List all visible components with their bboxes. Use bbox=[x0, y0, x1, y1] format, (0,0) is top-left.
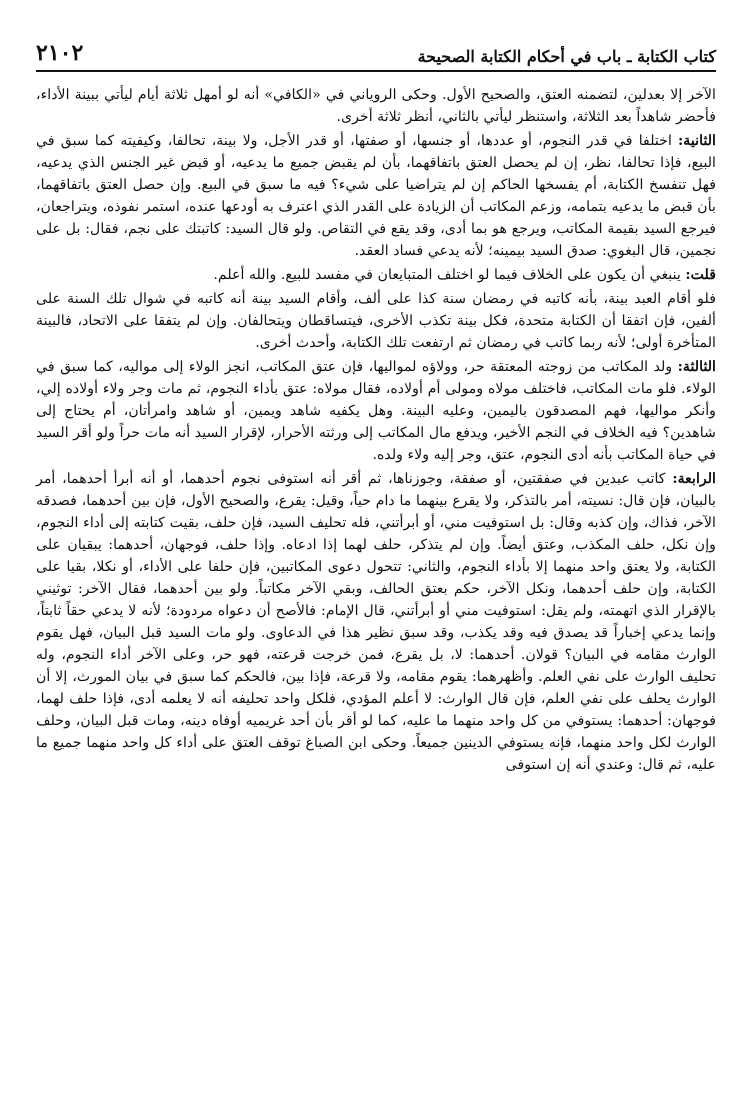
paragraph-text: فلو أقام العبد بينة، بأنه كاتبه في رمضان سنة كذا على ألف، وأقام السيد بينة أنه كاتبه في شوال تلك السنة على ألفين، فإن اتفقا أن الكتابة متحدة، فكل بينة تكذب الأخرى، فيتساقطان ويتحالفان. وإن لم يتفقا على الاتحاد، فالبينة المتأخرة أولى؛ لأنه ربما كاتب في رمضان ثم ارتفعت تلك الكتابة، وأحدث أخرى. bbox=[36, 291, 716, 351]
paragraph-text: اختلفا في قدر النجوم، أو عددها، أو جنسها، أو صفتها، أو قدر الأجل، ولا بينة، تحالفا، وكيفيته كما سبق في البيع، فإذا تحالفا، نظر، إن لم يحصل العتق باتفاقهما، بأن لم يقبض جميع ما يدعيه، أو قبض غير الجنس الذي يدعيه، فهل تنفسخ الكتابة، أم يفسخها الحاكم إن لم يتراضيا على شيء؟ فيه ما سبق في البيع. وإن حصل العتق باتفاقهما، بأن قبض ما يدعيه بتمامه، وزعم المكاتب أن الزيادة على القدر الذي اعترف به أودعها عنده، استمر نفوذه، ويتراجعان، فيرجع السيد بقيمة المكاتب، ويرجع هو بما أدى، وقد يقع في التقاص. ولو قال السيد: كاتبتك على نجم، فقال: بل على نجمين، قال البغوي: صدق السيد بيمينه؛ لأنه يدعي فساد العقد. bbox=[36, 133, 716, 259]
paragraph bbox=[36, 84, 716, 128]
page-body bbox=[36, 84, 716, 776]
paragraph-lead: الرابعة: bbox=[672, 471, 716, 487]
paragraph bbox=[36, 468, 716, 776]
paragraph bbox=[36, 356, 716, 466]
page-number: ٢١٠٢ bbox=[36, 40, 84, 66]
paragraph bbox=[36, 130, 716, 262]
paragraph bbox=[36, 264, 716, 286]
paragraph bbox=[36, 288, 716, 354]
paragraph-lead: الثانية: bbox=[678, 133, 716, 149]
paragraph-text: الآخر إلا بعدلين، لتضمنه العتق، والصحيح الأول. وحكى الروياني في «الكافي» أنه لو أمهل ثلاثة أيام ليأتي ببينة الأداء، فأحضر شاهداً بعد الثلاثة، واستنظر ليأتي بالثاني، أنظر ثلاثة أخرى. bbox=[36, 87, 716, 125]
book-page bbox=[36, 40, 716, 1080]
page-header bbox=[36, 40, 716, 72]
running-title: كتاب الكتابة ـ باب في أحكام الكتابة الصحيحة bbox=[417, 47, 716, 66]
paragraph-text: ولد المكاتب من زوجته المعتقة حر، وولاؤه لمواليها، فإن عتق المكاتب، انجز الولاء إلى مواليه، كما سبق في الولاء. فلو مات المكاتب، فاختلف مولاه ومولى أم أولاده، فقال مولاه: عتق بأداء النجوم، ثم مات وجر ولاء أولاده إلي، وأنكر مواليها، فهم المصدقون باليمين، وعليه البينة. وهل يكفيه شاهد ويمين، أو شاهد وامرأتان، أم يحتاج إلى شاهدين؟ فيه الخلاف في النجم الأخير، ويدفع مال المكاتب إلى ورثته الأحرار، لإقرار السيد أنه مات حراً ولو أقر السيد في حياة المكاتب بأنه أدى النجوم، عتق، وجر إليه ولاء ولده. bbox=[36, 359, 716, 463]
paragraph-text: كاتب عبدين في صفقتين، أو صفقة، وجوزناها، ثم أقر أنه استوفى نجوم أحدهما، أو أنه أبرأ أحدهما، أمر بالبيان، فإن قال: نسيته، أمر بالتذكر، ولا يقرع بينهما ما دام حياً، وقيل: يقرع، والصحيح الأول، فإن بين أحدهما، فصدقه الآخر، فذاك، وإن كذبه وقال: بل استوفيت مني، أو أبرأتني، فله تحليف السيد، فإن حلف، بقيت كتابته إلى أداء النجوم، وإن نكل، حلف المكذب، وعتق أيضاً. وإن لم يتذكر، حلف لهما إذا ادعاه. وإذا حلف، فوجهان، أحدهما: يبقيان على الكتابة، ولا يعتق واحد منهما إلا بأداء النجوم، والثاني: تتحول دعوى المكاتبين، فإن حلفا على الأداء، أو نكلا، بقيا على الكتابة، وإن حلف أحدهما، ونكل الآخر، حكم بعتق الحالف، وبقي الآخر مكاتباً. ولو بين أحدهما، فقال الآخر: توثيني بالإقرار الذي اتهمته، ولم يقل: استوفيت مني أو أبرأتني، قال الإمام: فالأصح أن دعواه مردودة؛ لأنه لا يدعي حقاً ثابتاً، وإنما يدعي إخباراً قد يصدق فيه وقد يكذب، وقد سبق نظير هذا في الدعاوى. ولو مات السيد قبل البيان، فهل يقوم الوارث مقامه في البيان؟ قولان. أحدهما: لا، بل يقرع، فمن خرجت قرعته، فهو حر، وعلى الآخر أداء النجوم، وله تحليف الوارث على نفي العلم. وأظهرهما: يقوم مقامه، ولا قرعة، فإذا بين، فالحكم كما سبق في بيان المورث، إلا أن الوارث يحلف على نفي العلم، فإن قال الوارث: لا أعلم المؤدي، فلكل واحد تحليفه أنه لا يعلمه أدى، فإذا حلف لهما، فوجهان: أحدهما: يستوفي من كل واحد منهما ما عليه، كما لو أقر بأن أحد غريميه أوفاه دينه، ومات قبل البيان، وحلف الوارث لكل واحد منهما، فإنه يستوفي الدينين جميعاً. وحكى ابن الصباغ توقف العتق على أداء كل واحد منهما جميع ما عليه، ثم قال: وعندي أنه إن استوفى bbox=[36, 471, 716, 773]
paragraph-lead: الثالثة: bbox=[677, 359, 716, 375]
paragraph-lead: قلت: bbox=[685, 267, 716, 283]
paragraph-text: ينبغي أن يكون على الخلاف فيما لو اختلف المتبايعان في مفسد للبيع. والله أعلم. bbox=[213, 267, 681, 283]
